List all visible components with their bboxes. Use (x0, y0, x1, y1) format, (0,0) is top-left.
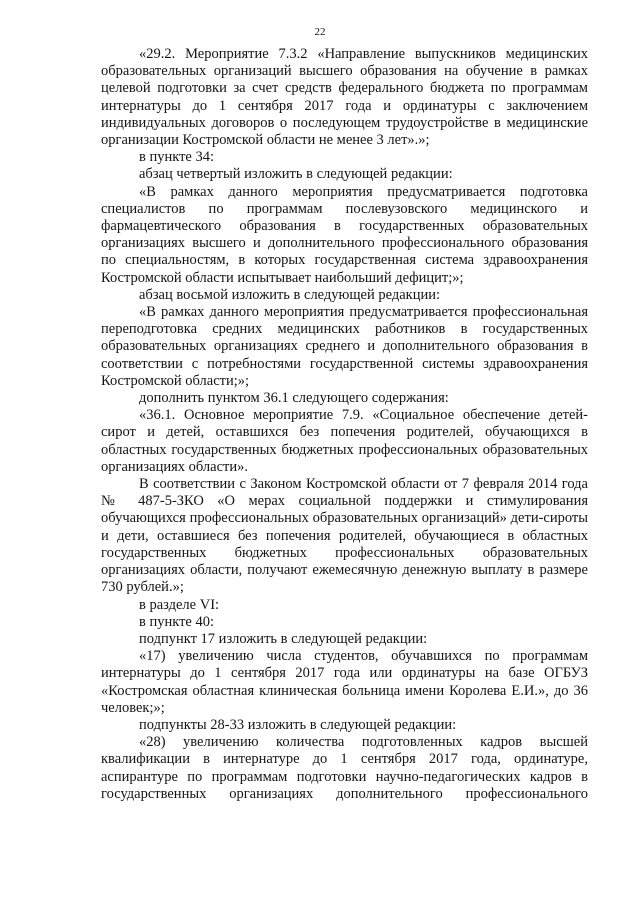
paragraph-law-reference: В соответствии с Законом Костромской области от 7 февраля 2014 года № 487-5-ЗКО «О мерах социальной поддержки и стимулирования обучающихся профессиональных образовательных организаций» дети-сироты и дети, оставшиеся без попечения родителей, обучающиеся в областных государственных бюджетных профессиональных образовательных организациях области, получают ежемесячную денежную выплату в размере 730 рублей.»; (101, 476, 588, 596)
paragraph-17-text: «17) увеличению числа студентов, обучавшихся по программам интернатуры до 1 сентября 2017 года или ординатуры на базе ОГБУЗ «Костромская областная клиническая больница имени Королева Е.И.», до 36 человек;»; (101, 648, 588, 716)
paragraph-retraining: «В рамках данного мероприятия предусматривается профессиональная переподготовка средних медицинских работников в государственных образовательных организациях среднего и дополнительного образования в соответствии с потребностями государственной системы здравоохранения Костромской области;»; (101, 304, 588, 389)
paragraph-fourth-abzac: абзац четвертый изложить в следующей редакции: (139, 166, 453, 183)
paragraph-eighth-abzac: абзац восьмой изложить в следующей редакции: (139, 286, 441, 303)
paragraph-36-1: «36.1. Основное мероприятие 7.9. «Социальное обеспечение детей-сирот и детей, оставшихся без попечения родителей, обучающихся в областных государственных бюджетных профессиональных образовательных организациях области». (101, 407, 588, 475)
paragraph-29-2: «29.2. Мероприятие 7.3.2 «Направление выпускников медицинских образовательных организаций высшего образования на обучение в рамках целевой подготовки за счет средств федерального бюджета по программам интернатуры до 1 сентября 2017 года и ординатуры с заключением индивидуальных договоров о последующем трудоустройстве в медицинские организации Костромской области не менее 3 лет».»; (101, 46, 588, 149)
paragraph-add-item-36-1: дополнить пунктом 36.1 следующего содержания: (139, 390, 449, 407)
paragraph-item-40: в пункте 40: (139, 613, 215, 630)
paragraph-training-specialists: «В рамках данного мероприятия предусматривается подготовка специалистов по программам послевузовского медицинского и фармацевтического образования в государственных образовательных организациях высшего и дополнительного профессионального образования по специальностям, в которых государственная система здравоохранения Костромской области испытывает наибольший дефицит;»; (101, 183, 588, 286)
page-number: 22 (314, 26, 326, 38)
document-body (101, 46, 588, 803)
paragraph-subitem-17: подпункт 17 изложить в следующей редакции: (139, 630, 428, 647)
paragraph-section-vi: в разделе VI: (139, 596, 220, 613)
paragraph-28-text: «28) увеличению количества подготовленных кадров высшей квалификации в интернатуре до 1 сентября 2017 года, ординатуре, аспирантуре по программам подготовки научно-педагогических кадров в государственных организациях дополнительного профессионального (101, 734, 588, 802)
paragraph-item-34: в пункте 34: (139, 149, 215, 166)
paragraph-subitems-28-33: подпункты 28-33 изложить в следующей редакции: (139, 716, 457, 733)
